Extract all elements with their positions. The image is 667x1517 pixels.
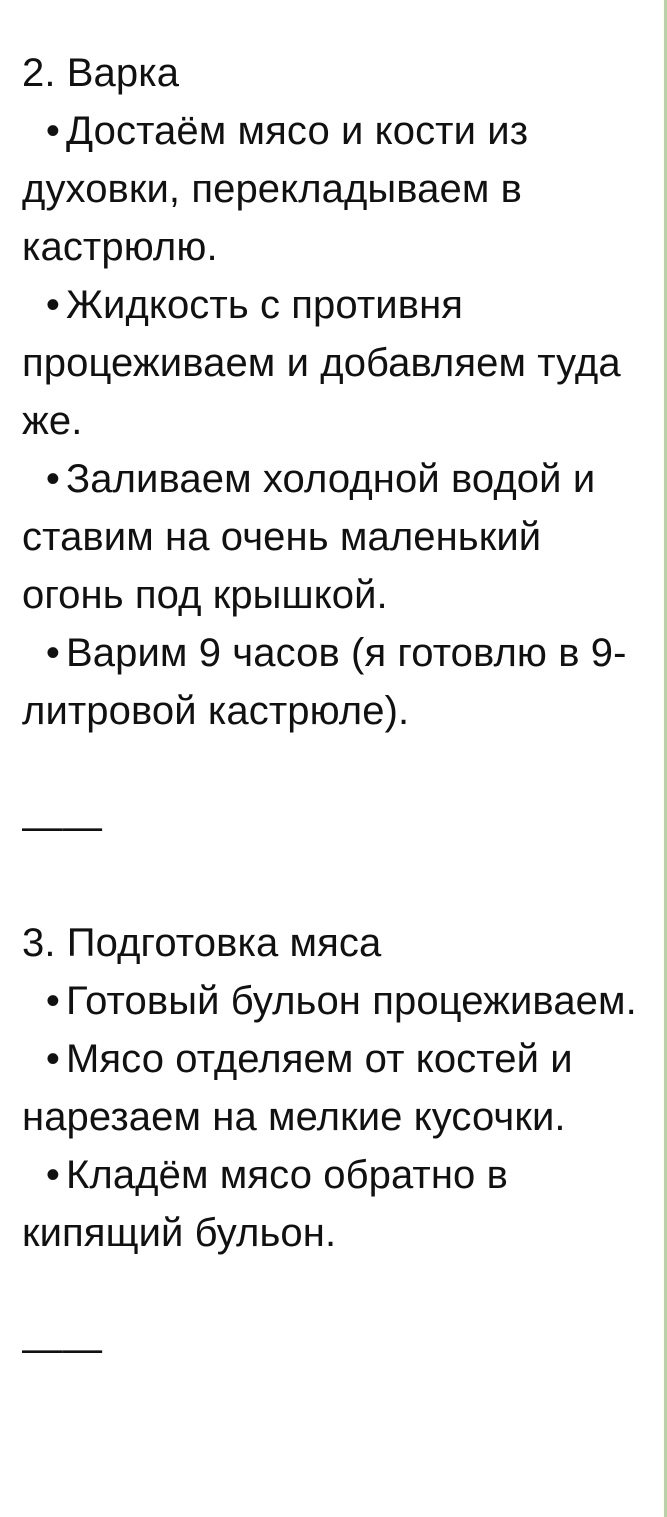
list-item-text: Кладём мясо обратно в кипящий бульон. (22, 1153, 508, 1255)
message-text (22, 44, 652, 1378)
bullet-icon: • (45, 457, 60, 501)
separator-dash: —— (22, 805, 103, 849)
bullet-icon: • (45, 283, 60, 327)
bullet-icon: • (45, 631, 60, 675)
spacer (22, 1262, 652, 1320)
bullet-icon: • (45, 1153, 60, 1197)
list-item (22, 1146, 652, 1262)
list-item-text: Достаём мясо и кости из духовки, перекладываем в кастрюлю. (22, 109, 529, 269)
list-item (22, 450, 652, 624)
spacer (22, 856, 652, 914)
list-item (22, 102, 652, 276)
bullet-icon: • (45, 1037, 60, 1081)
bullet-icon: • (45, 109, 60, 153)
section-title-cooking: 2. Варка (22, 51, 180, 95)
list-item (22, 1030, 652, 1146)
list-item (22, 972, 652, 1030)
list-item-text: Мясо отделяем от костей и нарезаем на мелкие кусочки. (22, 1037, 573, 1139)
separator-dash: —— (22, 1327, 103, 1371)
list-item-text: Варим 9 часов (я готовлю в 9-литровой кастрюле). (22, 631, 627, 733)
list-item-text: Заливаем холодной водой и ставим на очень маленький огонь под крышкой. (22, 457, 596, 617)
list-item-text: Готовый бульон процеживаем. (66, 979, 637, 1023)
section-title-meat-prep: 3. Подготовка мяса (22, 921, 382, 965)
list-item-text: Жидкость с противня процеживаем и добавляем туда же. (22, 283, 621, 443)
spacer (22, 740, 652, 798)
bullet-icon: • (45, 979, 60, 1023)
list-item (22, 276, 652, 450)
list-item (22, 624, 652, 740)
